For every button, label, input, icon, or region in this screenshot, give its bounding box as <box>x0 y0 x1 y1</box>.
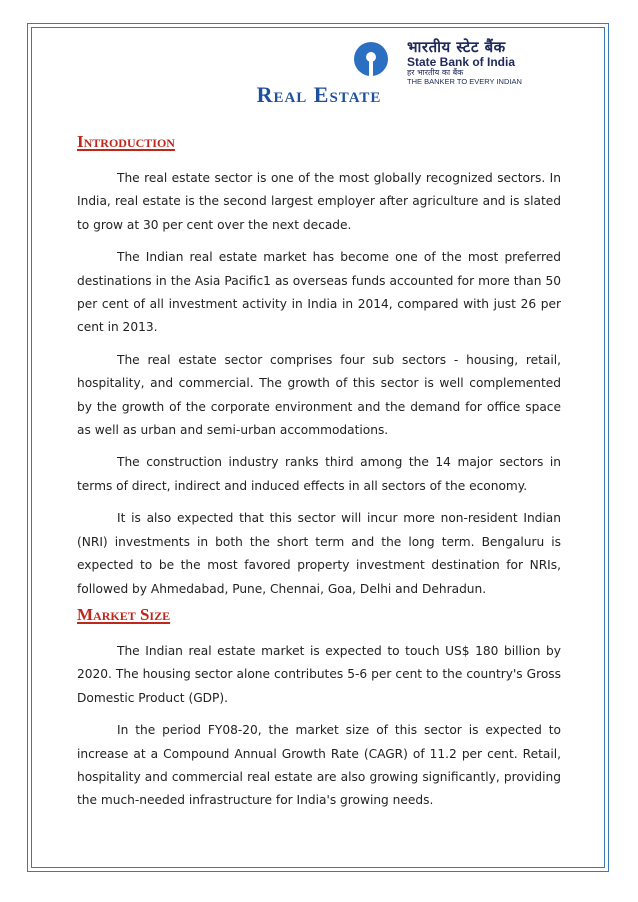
introduction-heading: Introduction <box>77 132 175 151</box>
market-paragraph: In the period FY08-20, the market size of this sector is expected to increase at a Compound Annual Growth Rate (CAGR) of 11.2 per cent. Retail, hospitality and commercial real estate are also growing significantly, providing the much-needed infrastructure for India's growing needs. <box>77 723 561 808</box>
page-title: Real Estate <box>256 82 382 107</box>
sbi-emblem-icon <box>352 40 398 78</box>
market-paragraph: The Indian real estate market is expected to touch US$ 180 billion by 2020. The housing sector alone contributes 5-6 per cent to the country's Gross Domestic Product (GDP). <box>77 644 561 705</box>
market-size-body <box>77 640 561 813</box>
sbi-logo <box>352 38 572 86</box>
logo-tagline: THE BANKER TO EVERY INDIAN <box>407 77 522 86</box>
intro-paragraph: The Indian real estate market has become one of the most preferred destinations in the Asia Pacific1 as overseas funds accounted for more than 50 per cent of all investment activity in India in 2014, compared with just 26 per cent in 2013. <box>77 250 561 335</box>
logo-hindi-tagline: हर भारतीय का बैंक <box>407 68 464 77</box>
intro-paragraph: The construction industry ranks third among the 14 major sectors in terms of direct, indirect and induced effects in all sectors of the economy. <box>77 455 561 493</box>
introduction-body <box>77 167 561 601</box>
sbi-logo-text <box>407 40 522 86</box>
intro-paragraph: The real estate sector is one of the most globally recognized sectors. In India, real estate is the second largest employer after agriculture and is slated to grow at 30 per cent over the next decade. <box>77 171 561 232</box>
intro-paragraph: It is also expected that this sector will incur more non-resident Indian (NRI) investments in both the short term and the long term. Bengaluru is expected to be the most favored property investment destination for NRIs, followed by Ahmedabad, Pune, Chennai, Goa, Delhi and Dehradun. <box>77 511 561 596</box>
market-size-heading: Market Size <box>77 605 171 624</box>
intro-paragraph: The real estate sector comprises four sub sectors - housing, retail, hospitality, and commercial. The growth of this sector is well complemented by the growth of the corporate environment and the demand for office space as well as urban and semi-urban accommodations. <box>77 352 561 438</box>
logo-english-name: State Bank of India <box>407 55 516 69</box>
logo-hindi-name: भारतीय स्टेट बैंक <box>407 38 506 56</box>
